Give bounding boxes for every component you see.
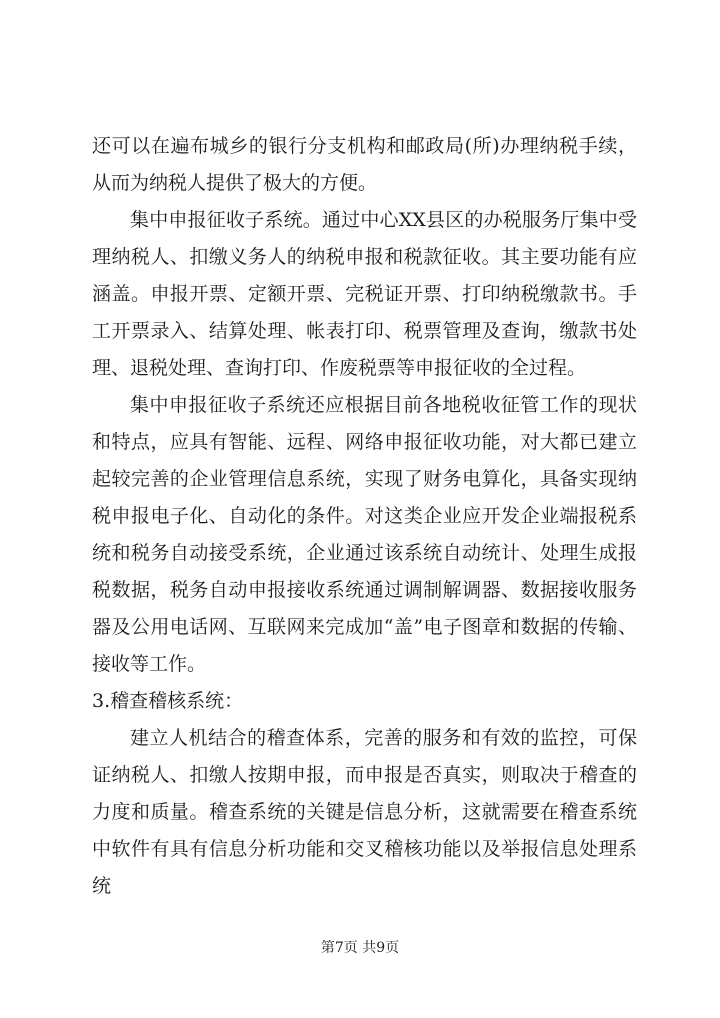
paragraph-centralized-declaration: 集中申报征收子系统。通过中心XX县区的办税服务厅集中受理纳税人、扣缴义务人的纳税申报和税款征收。其主要功能有应涵盖。申报开票、定额开票、完税证开票、打印纳税缴款书。手工开票录入、结算处理、帐表打印、税票管理及查询，缴款书处理、退税处理、查询打印、作废税票等申报征收的全过程。 <box>92 209 637 379</box>
paragraph-remote-declaration: 集中申报征收子系统还应根据目前各地税收征管工作的现状和特点，应具有智能、远程、网络申报征收功能，对大都已建立起较完善的企业管理信息系统，实现了财务电算化，具备实现纳税申报电子化、自动化的条件。对这类企业应开发企业端报税系统和税务自动接受系统，企业通过该系统自动统计、处理生成报税数据，税务自动申报接收系统通过调制解调器、数据接收服务器及公用电话网、互联网来完成加“盖”电子图章和数据的传输、接收等工作。 <box>92 394 637 675</box>
section-heading-audit-system: 3.稽查稽核系统： <box>92 690 244 712</box>
paragraph-continuation: 还可以在遍布城乡的银行分支机构和邮政局(所)办理纳税手续，从而为纳税人提供了极大的方便。 <box>92 135 637 194</box>
paragraph-audit-system: 建立人机结合的稽查体系，完善的服务和有效的监控，可保证纳税人、扣缴人按期申报，而申报是否真实，则取决于稽查的力度和质量。稽查系统的关键是信息分析，这就需要在稽查系统中软件有具有信息分析功能和交叉稽核功能以及举报信息处理系统 <box>92 727 637 897</box>
page-footer: 第7页 共9页 <box>320 940 400 956</box>
document-body <box>92 128 637 905</box>
